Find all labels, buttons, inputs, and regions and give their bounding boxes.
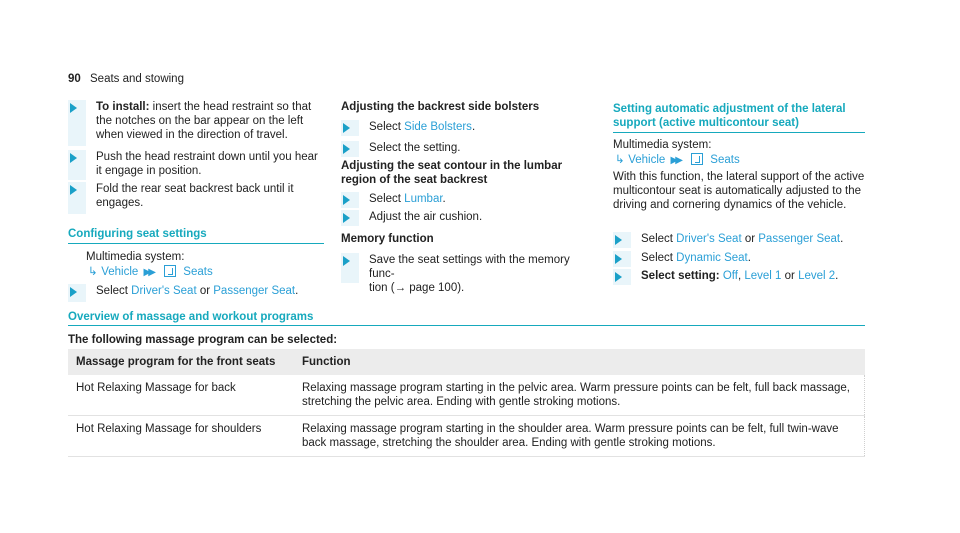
instruction-text: insert the head restraint so that the notches on the bar appear on the left when viewed in the direction of travel. — [96, 101, 312, 141]
column-header: Massage program for the front seats — [68, 349, 294, 375]
program-function: Relaxing massage program starting in the shoulder area. Warm pressure points can be felt, full twin-wave back massage, stretching the shoulder area. Ending with gentle stroking motions. — [294, 416, 865, 457]
bullet-arrow-icon — [613, 269, 631, 285]
instruction-label: To install: — [96, 101, 150, 113]
path-vehicle: Vehicle — [628, 154, 666, 166]
list-item — [68, 182, 324, 214]
list-item: Select Driver's Seat or Passenger Seat. — [68, 284, 324, 302]
bullet-arrow-icon — [613, 232, 631, 248]
section-divider — [68, 325, 865, 326]
section-divider — [613, 132, 865, 133]
list-item: Select Lumbar. — [341, 192, 591, 208]
seat-icon — [164, 265, 176, 277]
description-paragraph: With this function, the lateral support of the active multicontour seat is automatically adjusted to the driving and cornering dynamics of the vehicle. — [613, 171, 865, 211]
list-item: Select setting: Off, Level 1 or Level 2. — [613, 269, 865, 285]
path-arrow-icon: ↳ — [615, 154, 625, 166]
bullet-arrow-icon — [341, 192, 359, 208]
bullet-arrow-icon — [341, 120, 359, 136]
bullet-arrow-icon — [68, 284, 86, 302]
driver-seat-link: Driver's Seat — [676, 233, 742, 245]
level2-link: Level 2 — [798, 270, 836, 282]
path-vehicle: Vehicle — [101, 266, 139, 278]
list-item: Save the seat settings with the memory func- tion (→ page 100). — [341, 253, 591, 295]
table-intro: The following massage program can be selected: — [68, 334, 338, 346]
driver-seat-link: Driver's Seat — [131, 285, 197, 297]
bullet-arrow-icon — [341, 253, 359, 283]
subheading: Adjusting the seat contour in the lumbar region of the seat backrest — [341, 160, 563, 186]
section-title: Setting automatic adjustment of the lateral support (active multicontour seat) — [613, 103, 846, 129]
lumbar-link: Lumbar — [404, 193, 443, 205]
instruction-text: Push the head restraint down until you hear it engage in position. — [96, 151, 318, 177]
program-function: Relaxing massage program starting in the pelvic area. Warm pressure points can be felt, full back massage, stretching the pelvic area. Ending with gentle stroking motions. — [294, 375, 865, 416]
bullet-arrow-icon — [341, 210, 359, 226]
menu-path — [615, 153, 740, 168]
multimedia-label: Multimedia system: — [86, 251, 185, 263]
list-item: Select Dynamic Seat. — [613, 251, 865, 267]
bullet-arrow-icon — [613, 251, 631, 267]
bullet-arrow-icon — [68, 100, 86, 146]
multimedia-label: Multimedia system: — [613, 139, 712, 151]
page-reference: tion (→ page 100). — [369, 282, 465, 294]
bullet-arrow-icon — [341, 141, 359, 157]
path-arrow-icon: ↳ — [88, 266, 98, 278]
subheading: Adjusting the backrest side bolsters — [341, 101, 540, 113]
passenger-seat-link: Passenger Seat — [213, 285, 296, 297]
list-item: Adjust the air cushion. — [341, 210, 591, 226]
bullet-arrow-icon — [68, 150, 86, 180]
table-row — [68, 416, 865, 457]
section-divider — [68, 243, 324, 244]
seat-icon — [691, 153, 703, 165]
dynamic-seat-link: Dynamic Seat — [676, 252, 748, 264]
chapter-title: Seats and stowing — [90, 73, 184, 85]
path-seats: Seats — [183, 266, 213, 278]
double-chevron-icon: ▶▶ — [143, 267, 153, 278]
program-name: Hot Relaxing Massage for shoulders — [68, 416, 294, 457]
page-header — [68, 72, 184, 86]
side-bolsters-link: Side Bolsters — [404, 121, 472, 133]
instruction-text: Fold the rear seat backrest back until it engages. — [96, 183, 294, 209]
level1-link: Level 1 — [744, 270, 782, 282]
page-number: 90 — [68, 73, 81, 85]
column-header: Function — [294, 349, 865, 375]
double-chevron-icon: ▶▶ — [670, 155, 680, 166]
passenger-seat-link: Passenger Seat — [758, 233, 841, 245]
menu-path — [88, 265, 213, 280]
massage-programs-table — [68, 349, 865, 457]
path-seats: Seats — [710, 154, 740, 166]
list-item: Select the setting. — [341, 141, 591, 157]
section-title: Configuring seat settings — [68, 228, 207, 240]
bullet-arrow-icon — [68, 182, 86, 214]
list-item: Select Driver's Seat or Passenger Seat. — [613, 232, 865, 248]
program-name: Hot Relaxing Massage for back — [68, 375, 294, 416]
list-item: Select Side Bolsters. — [341, 120, 591, 136]
list-item — [68, 100, 324, 146]
section-title: Overview of massage and workout programs — [68, 311, 314, 323]
subheading: Memory function — [341, 233, 434, 245]
table-header-row — [68, 349, 865, 375]
off-link: Off — [722, 270, 738, 282]
list-item — [68, 150, 324, 180]
table-row — [68, 375, 865, 416]
